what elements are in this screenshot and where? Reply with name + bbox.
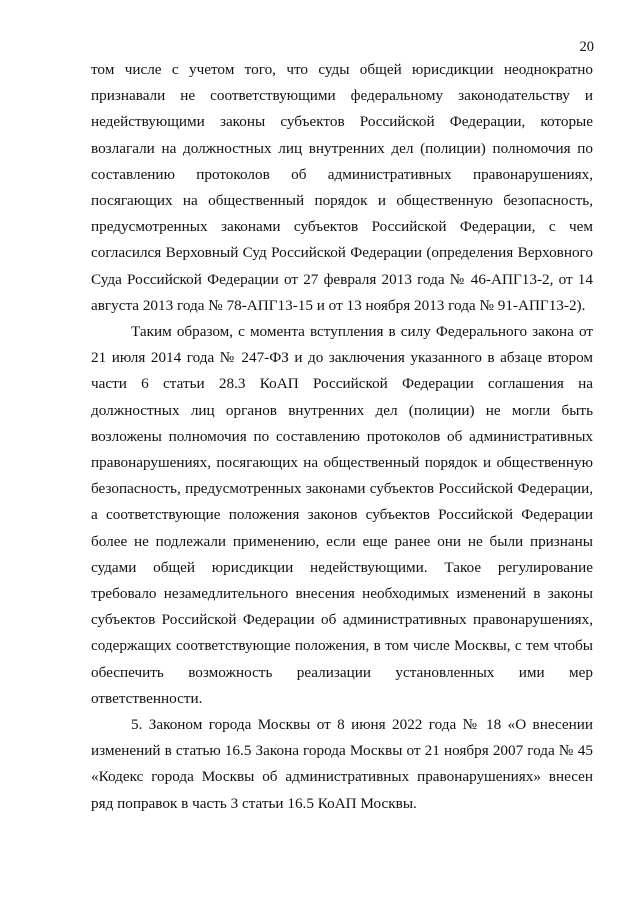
paragraph-conclusion: Таким образом, с момента вступления в силу Федерального закона от 21 июля 2014 года № 247-ФЗ и до заключения указанного в абзаце втором части 6 статьи 28.3 КоАП Российской Федерации соглашения на должностных лиц органов внутренних дел (полиции) не могли быть возложены полномочия по составлению протоколов об административных правонарушениях, посягающих на общественный порядок и общественную безопасность, предусмотренных законами субъектов Российской Федерации, а соответствующие положения законов субъектов Российской Федерации более не подлежали применению, если еще ранее они не были признаны судами общей юрисдикции недействующими. Такое регулирование требовало незамедлительного внесения необходимых изменений в законы субъектов Российской Федерации об административных правонарушениях, содержащих соответствующие положения, в том числе Москвы, с тем чтобы обеспечить возможность реализации установленных ими мер ответственности. — [91, 323, 593, 707]
paragraph-item-5: 5. Законом города Москвы от 8 июня 2022 года № 18 «О внесении изменений в статью 16.5 Закона города Москвы от 21 ноября 2007 года № 45 «Кодекс города Москвы об административных правонарушениях» внесен ряд поправок в часть 3 статьи 16.5 КоАП Москвы. — [91, 716, 593, 812]
page-number: 20 — [579, 39, 594, 55]
paragraph-continuation: том числе с учетом того, что суды общей юрисдикции неоднократно признавали не соответствующими федеральному законодательству и недействующими законы субъектов Российской Федерации, которые возлагали на должностных лиц внутренних дел (полиции) полномочия по составлению протоколов об административных правонарушениях, посягающих на общественный порядок и общественную безопасность, предусмотренных законами субъектов Российской Федерации, с чем согласился Верховный Суд Российской Федерации (определения Верховного Суда Российской Федерации от 27 февраля 2013 года № 46-АПГ13-2, от 14 августа 2013 года № 78-АПГ13-15 и от 13 ноября 2013 года № 91-АПГ13-2). — [91, 61, 593, 314]
document-body — [91, 57, 593, 817]
